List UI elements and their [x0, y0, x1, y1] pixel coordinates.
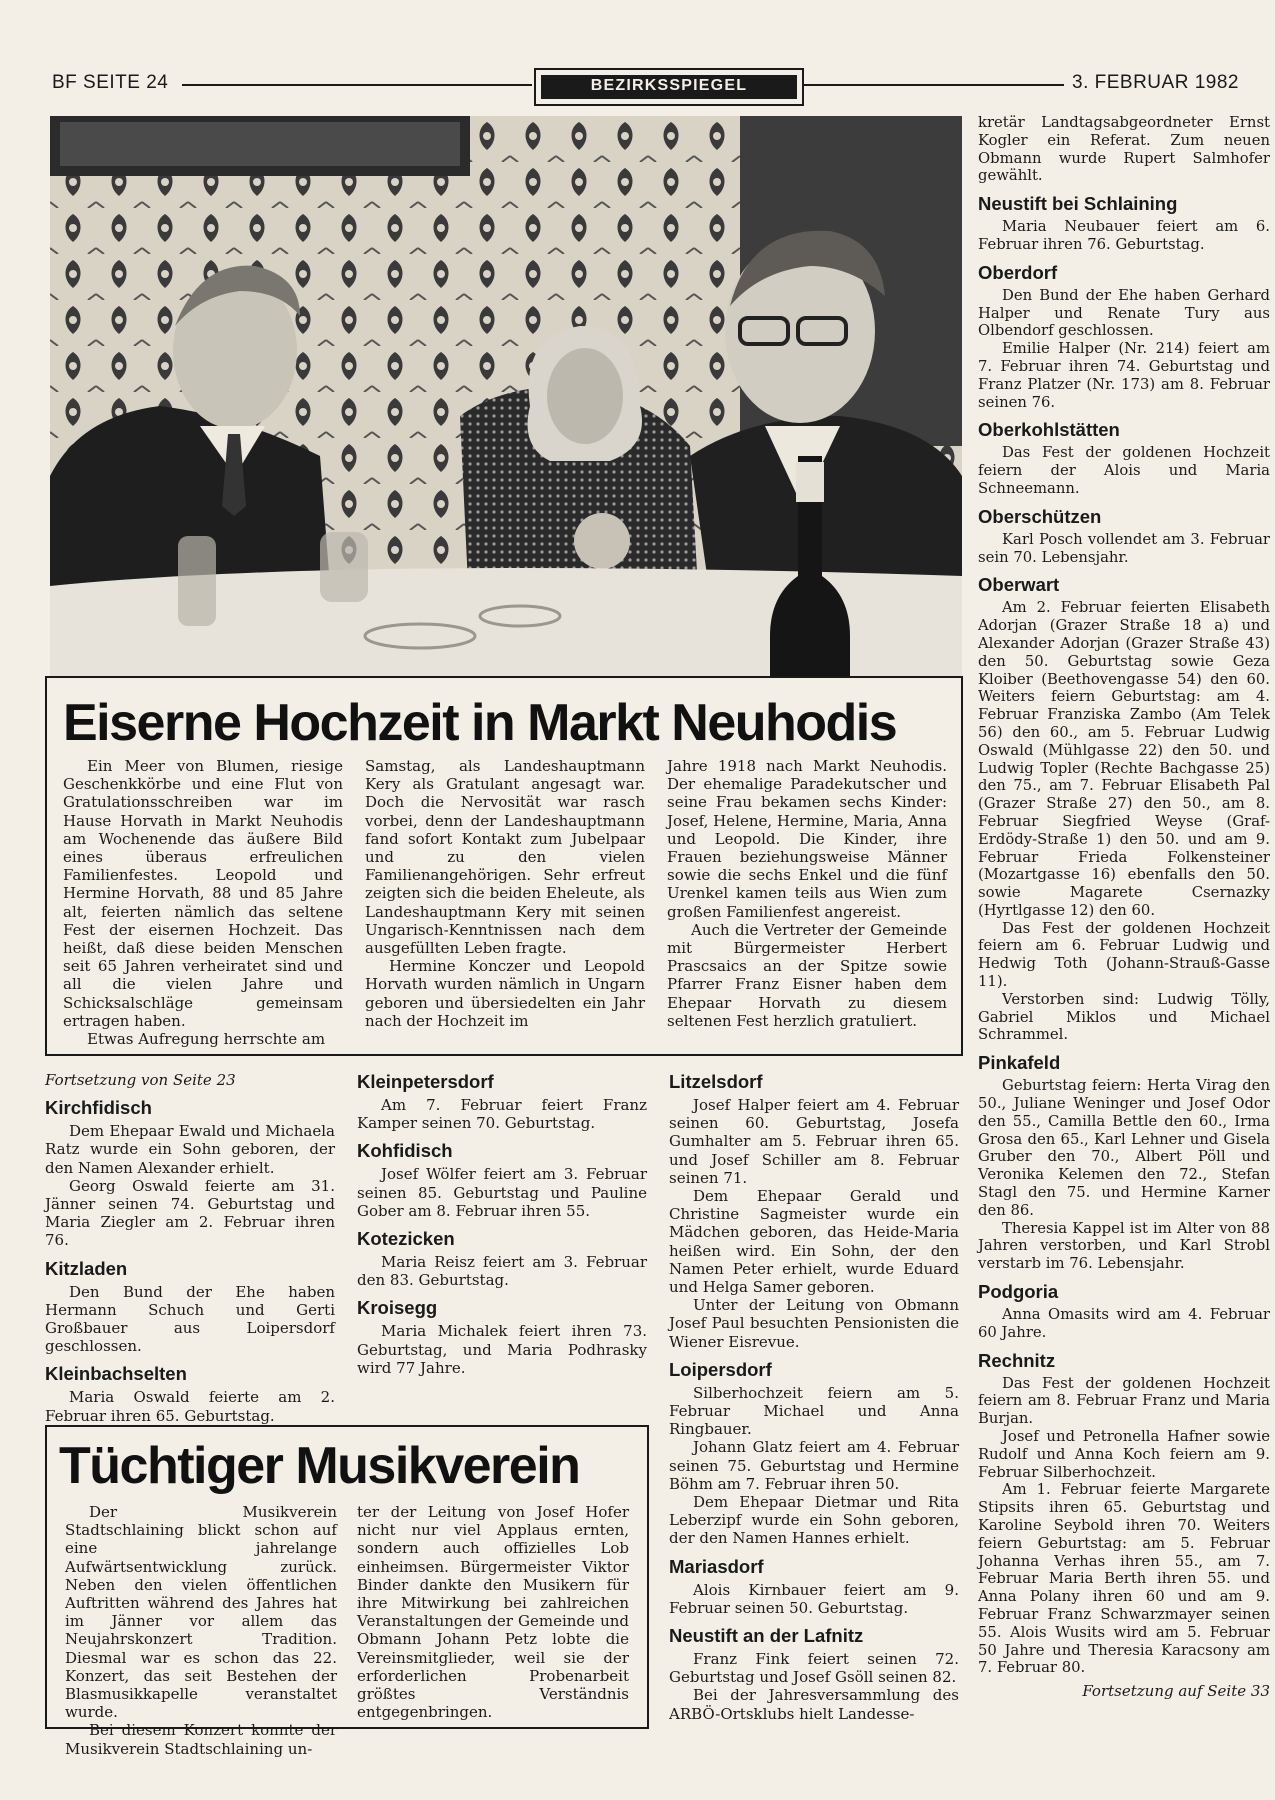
paragraph: Das Fest der goldenen Hochzeit feiern am 8. Februar Franz und Maria Burjan. — [978, 1374, 1270, 1428]
paragraph: Anna Omasits wird am 4. Februar 60 Jahre. — [978, 1306, 1270, 1341]
lead-article-column-1 — [63, 757, 343, 1048]
place-heading: Neustift bei Schlaining — [978, 193, 1178, 215]
paragraph: Das Fest der goldenen Hochzeit feiern am 6. Februar Ludwig und Hedwig Toth (Johann-Strauß-Gasse 11). — [978, 919, 1270, 991]
paragraph: Dem Ehepaar Ewald und Michaela Ratz wurde ein Sohn geboren, der den Namen Alexander erhielt. — [45, 1122, 335, 1177]
place-heading: Kotezicken — [357, 1228, 455, 1250]
paragraph: Am 2. Februar feierten Elisabeth Adorjan (Grazer Straße 18 a) und Alexander Adorjan (Grazer Straße 43) den 50. Geburtstag sowie Geza Kloiber (Beethovengasse 54) den 60. Weiters feiern Geburtstag: am 4. Februar Franziska Zambo (Am Telek 56) den 60., am 5. Februar Ludwig Oswald (Mühlgasse 22) den 50. und Ludwig Topler (Rechte Bachgasse 25) den 75., am 7. Februar Elisabeth Pal (Grazer Straße 27) den 50., am 8. Februar Siegfried Weyse (Graf-Erdödy-Straße 1) den 50. und am 9. Februar Frieda Folkensteiner (Mozartgasse 16) ebenfalls den 50. sowie Magarete Csernazky (Hyrtlgasse 12) den 60. — [978, 599, 1270, 919]
place-heading: Loipersdorf — [669, 1358, 772, 1380]
place-heading: Kirchfidisch — [45, 1097, 152, 1119]
place-heading: Rechnitz — [978, 1349, 1056, 1371]
paragraph: Franz Fink feiert seinen 72. Geburtstag und Josef Gsöll seinen 82. — [669, 1650, 959, 1687]
paragraph: Geburtstag feiern: Herta Virag den 50., Juliane Weninger und Josef Odor den 55., Camilla Bettle den 60., Irma Grosa den 65., Karl Lehner und Gisela Gruber den 70., Albert Pöll und Veronika Kelemen den 72., Stefan Stagl den 75. und Hermine Karner den 86. — [978, 1077, 1270, 1219]
music-club-column-1 — [65, 1503, 337, 1758]
place-heading: Oberkohlstätten — [978, 419, 1120, 441]
paragraph: Silberhochzeit feiern am 5. Februar Michael und Anna Ringbauer. — [669, 1383, 959, 1439]
news-photo — [50, 116, 962, 678]
paragraph: Maria Reisz feiert am 3. Februar den 83. Geburtstag. — [357, 1253, 647, 1290]
issue-date: 3. FEBRUAR 1982 — [1072, 72, 1239, 93]
place-heading: Kohfidisch — [357, 1140, 453, 1162]
paragraph: Maria Michalek feiert ihren 73. Geburtstag, und Maria Podhrasky wird 77 Jahre. — [357, 1322, 647, 1377]
paragraph: Unter der Leitung von Obmann Josef Paul besuchten Pensionisten die Wiener Eisrevue. — [669, 1296, 959, 1351]
paragraph: Maria Oswald feierte am 2. Februar ihren 65. Geburtstag. — [45, 1388, 335, 1425]
paragraph: Das Fest der goldenen Hochzeit feiern der Alois und Maria Schneemann. — [978, 444, 1270, 497]
lead-article-headline: Eiserne Hochzeit in Markt Neuhodis — [63, 694, 897, 752]
continued-on: Fortsetzung auf Seite 33 — [1082, 1682, 1270, 1701]
lead-article-column-2 — [365, 757, 645, 1030]
paragraph: Bei diesem Konzert konnte der Musikverein Stadtschlaining un- — [65, 1721, 337, 1758]
paragraph: Den Bund der Ehe haben Gerhard Halper und Renate Tury aus Olbendorf geschlossen. — [978, 286, 1270, 340]
paragraph: Theresia Kappel ist im Alter von 88 Jahren verstorben, und Karl Strobl verstarb im 76. Lebensjahr. — [978, 1219, 1270, 1273]
page-number: BF SEITE 24 — [52, 72, 169, 93]
paragraph: Hermine Konczer und Leopold Horvath wurden nämlich in Ungarn geboren und übersiedelten ein Jahr nach der Hochzeit im — [365, 957, 645, 1030]
header-rule-left — [182, 84, 532, 86]
local-news-column-3 — [669, 1071, 959, 1723]
paragraph: Samstag, als Landeshauptmann Kery als Gratulant angesagt war. Doch die Nervosität war rasch vorbei, denn der Landeshauptmann fand sofort Kontakt zum Jubelpaar und zu den vielen Familienangehörigen. Sehr erfreut zeigten sich die beiden Eheleute, als Landeshauptmann Kery mit seinen Ungarisch-Kenntnissen nach dem ausgefüllten Leben fragte. — [365, 757, 645, 958]
place-heading: Oberdorf — [978, 261, 1058, 283]
place-heading: Oberwart — [978, 574, 1060, 596]
photo-three-elderly-people-at-table-icon — [50, 116, 962, 678]
section-title: BEZIRKSSPIEGEL — [541, 75, 797, 99]
paragraph: Georg Oswald feierte am 31. Jänner seinen 74. Geburtstag und Maria Ziegler am 2. Februar ihren 76. — [45, 1176, 335, 1250]
header-rule-right — [802, 84, 1064, 86]
place-heading: Podgoria — [978, 1281, 1059, 1303]
paragraph: Der Musikverein Stadtschlaining blickt schon auf eine jahrelange Aufwärtsentwicklung zurück. Neben den vielen öffentlichen Auftritten während des Jahres hat im Jänner vor allem das Neujahrskonzert Tradition. Diesmal war es schon das 22. Konzert, das seit Bestehen der Blasmusikkapelle veranstaltet wurde. — [65, 1503, 337, 1722]
paragraph: Josef Halper feiert am 4. Februar seinen 60. Geburtstag, Josefa Gumhalter am 5. Februar ihren 65. und Josef Schiller am 8. Februar seinen 71. — [669, 1096, 959, 1187]
paragraph: Emilie Halper (Nr. 214) feiert am 7. Februar ihren 74. Geburtstag und Franz Platzer (Nr. 173) am 8. Februar seinen 76. — [978, 340, 1270, 411]
paragraph: Am 1. Februar feierte Margarete Stipsits ihren 65. Geburtstag und Karoline Seybold ihren 70. Weiters feiern Geburtstag: am 5. Februar Johanna Verhas ihren 55., am 7. Februar Maria Berth ihren 55. und Anna Polany ihren 60 und am 9. Februar Franz Schwarzmayer seinen 55. Alois Wusits wird am 5. Februar 50 Jahre und Theresia Karacsony am 7. Februar 80. — [978, 1481, 1270, 1677]
music-club-headline: Tüchtiger Musikverein — [59, 1437, 580, 1495]
lead-article — [45, 676, 963, 1056]
music-club-article — [45, 1425, 649, 1758]
section-banner — [534, 68, 804, 106]
paragraph: Ein Meer von Blumen, riesige Geschenkkörbe und eine Flut von Gratulationsschreiben war im Hause Horvath in Markt Neuhodis am Wochenende das äußere Bild eines überaus erfreulichen Familienfestes. Leopold und Hermine Horvath, 88 und 85 Jahre alt, feierten nämlich das seltene Fest der eisernen Hochzeit. Das heißt, daß diese beiden Menschen seit 65 Jahren verheiratet sind und all die vielen Jahre und Schicksalschläge gemeinsam ertragen haben. — [63, 757, 343, 1030]
paragraph: Etwas Aufregung herrschte am — [87, 1030, 326, 1049]
paragraph: Auch die Vertreter der Gemeinde mit Bürgermeister Herbert Prascsaics an der Spitze sowie Pfarrer Franz Eisner haben dem Ehepaar Horvath zu diesem seltenen Fest herzlich gratuliert. — [667, 920, 947, 1030]
paragraph: Josef Wölfer feiert am 3. Februar seinen 85. Geburtstag und Pauline Gober am 8. Februar ihren 55. — [357, 1165, 647, 1220]
paragraph: Dem Ehepaar Gerald und Christine Sagmeister wurde ein Mädchen geboren, das Heide-Maria heißen wird. Ein Sohn, der den Namen Peter erhielt, wurde Eduard und Helga Samer geboren. — [669, 1187, 959, 1297]
paragraph: Am 7. Februar feiert Franz Kamper seinen 70. Geburtstag. — [357, 1096, 647, 1133]
paragraph: Verstorben sind: Ludwig Tölly, Gabriel Miklos und Michael Schrammel. — [978, 990, 1270, 1044]
paragraph: Dem Ehepaar Dietmar und Rita Leberzipf wurde ein Sohn geboren, der den Namen Hannes erhielt. — [669, 1493, 959, 1548]
place-heading: Oberschützen — [978, 505, 1102, 527]
paragraph: kretär Landtagsabgeordneter Ernst Kogler ein Referat. Zum neuen Obmann wurde Rupert Salmhofer gewählt. — [978, 114, 1270, 185]
place-heading: Kleinpetersdorf — [357, 1071, 494, 1092]
paragraph: Alois Kirnbauer feiert am 9. Februar seinen 50. Geburtstag. — [669, 1580, 959, 1617]
paragraph: Den Bund der Ehe haben Hermann Schuch und Gerti Großbauer aus Loipersdorf geschlossen. — [45, 1282, 335, 1356]
paragraph: Maria Neubauer feiert am 6. Februar ihren 76. Geburtstag. — [978, 218, 1270, 253]
place-heading: Kitzladen — [45, 1257, 128, 1279]
local-news-column-4 — [978, 114, 1270, 1701]
music-club-column-2 — [357, 1503, 629, 1721]
place-heading: Pinkafeld — [978, 1052, 1061, 1074]
place-heading: Neustift an der Lafnitz — [669, 1625, 864, 1647]
paragraph: Johann Glatz feiert am 4. Februar seinen 75. Geburtstag und Hermine Böhm am 7. Februar ihren 50. — [669, 1438, 959, 1493]
paragraph: ter der Leitung von Josef Hofer nicht nur viel Applaus ernten, sondern auch offizielles Lob einheimsen. Bürgermeister Viktor Binder dankte den Musikern für ihre Mitwirkung bei zahlreichen Veranstaltungen der Gemeinde und Obmann Johann Petz lobte die Vereinsmitglieder, weil sie der erforderlichen Probenarbeit größtes Verständnis entgegenbringen. — [357, 1503, 629, 1722]
continued-from: Fortsetzung von Seite 23 — [45, 1071, 236, 1089]
place-heading: Kroisegg — [357, 1297, 438, 1319]
paragraph: Bei der Jahresversammlung des ARBÖ-Ortsklubs hielt Landesse- — [669, 1686, 959, 1723]
local-news-column-2 — [357, 1071, 647, 1377]
place-heading: Kleinbachselten — [45, 1363, 187, 1385]
place-heading: Litzelsdorf — [669, 1071, 763, 1092]
paragraph: Karl Posch vollendet am 3. Februar sein 70. Lebensjahr. — [978, 530, 1270, 566]
paragraph: Josef und Petronella Hafner sowie Rudolf und Anna Koch feiern am 9. Februar Silberhochzeit. — [978, 1428, 1270, 1481]
lead-article-column-3 — [667, 757, 947, 1030]
paragraph: Jahre 1918 nach Markt Neuhodis. Der ehemalige Paradekutscher und seine Frau bekamen sechs Kinder: Josef, Helene, Hermine, Maria, Anna und Leopold. Die Kinder, ihre Frauen beziehungsweise Männer sowie die sechs Enkel und die fünf Urenkel kamen teils aus Wien zum großen Familienfest angereist. — [667, 757, 947, 921]
place-heading: Mariasdorf — [669, 1555, 764, 1577]
local-news-column-1 — [45, 1071, 335, 1425]
